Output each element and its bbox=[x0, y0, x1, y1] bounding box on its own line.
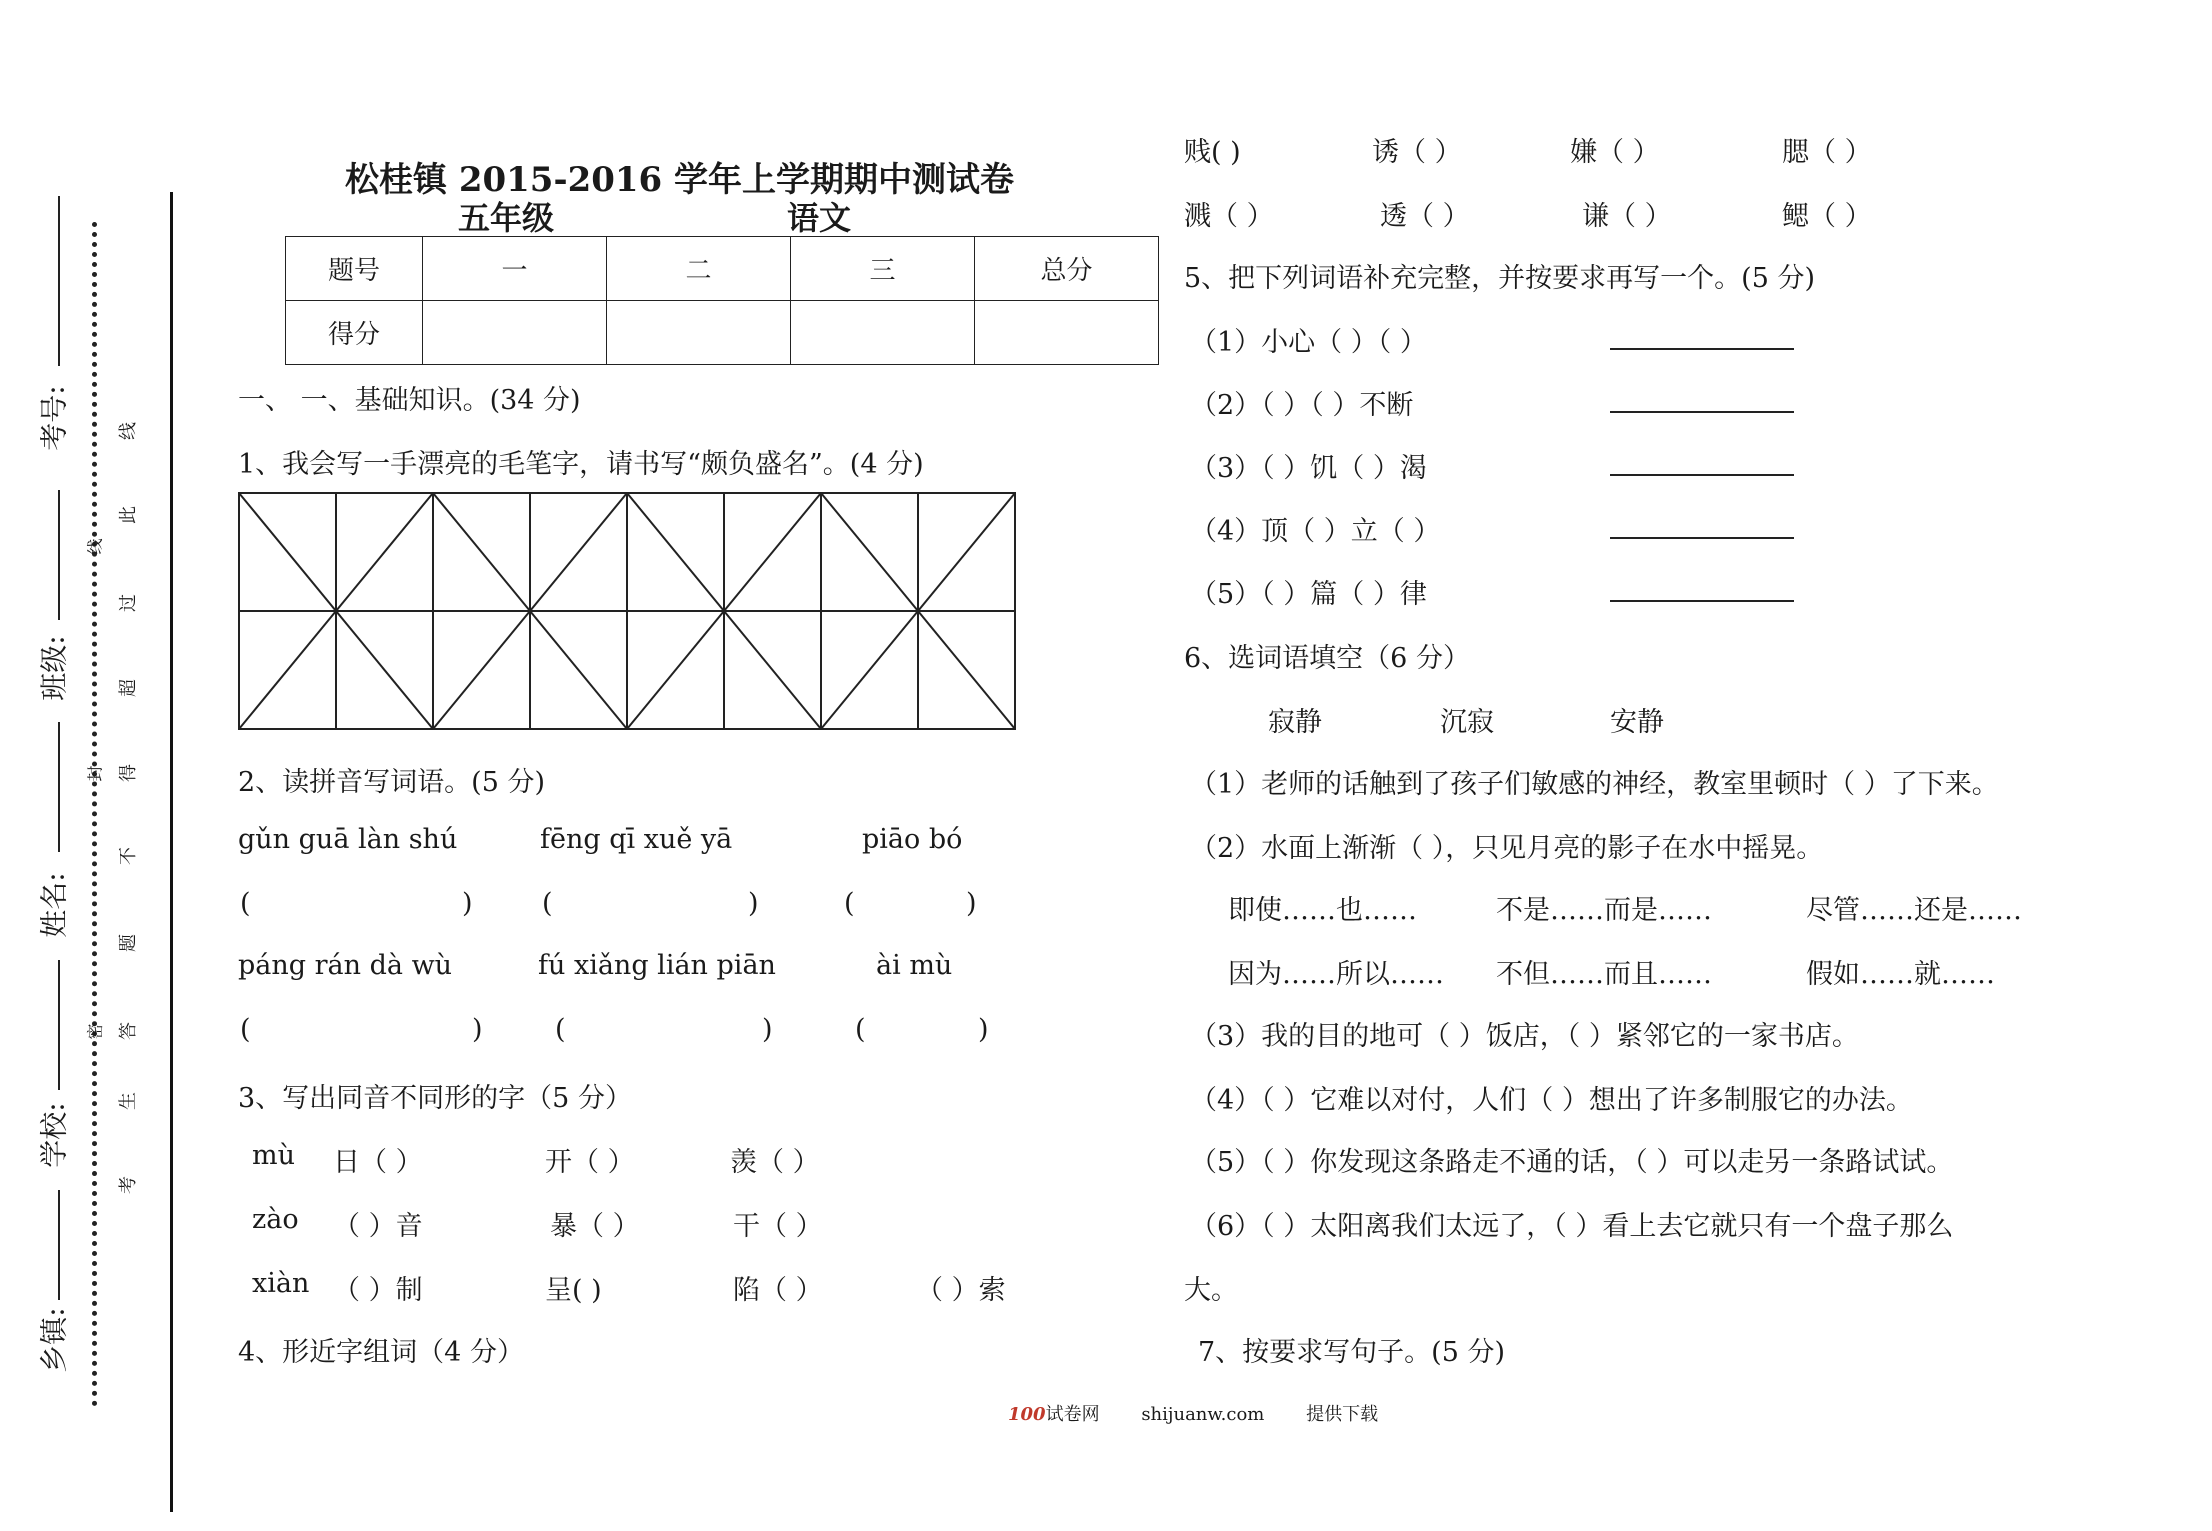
paren: ) bbox=[748, 888, 759, 919]
paren: ( bbox=[240, 888, 251, 919]
score-cell[interactable] bbox=[607, 301, 791, 365]
seal-char: 生 bbox=[118, 1092, 139, 1110]
score-header: 题号 bbox=[286, 237, 423, 301]
field-line-xingming bbox=[58, 722, 60, 852]
seal-char: 线 bbox=[85, 538, 105, 555]
field-banji: 班级: bbox=[37, 635, 71, 701]
paren: ( bbox=[844, 888, 855, 919]
field-line-banji bbox=[58, 490, 60, 620]
field-line-xiangzhen bbox=[58, 1190, 60, 1300]
conjunction: 不是……而是…… bbox=[1496, 895, 1712, 926]
q4-item: 贱( ) bbox=[1184, 137, 1241, 168]
pinyin: ài mù bbox=[876, 950, 953, 981]
score-cell[interactable] bbox=[423, 301, 607, 365]
margin-rule bbox=[170, 192, 173, 1512]
q6-sentence: （3）我的目的地可（ ）饭店，（ ）紧邻它的一家书店。 bbox=[1190, 1021, 1859, 1052]
score-table bbox=[285, 236, 1159, 365]
pinyin: gǔn guā làn shú bbox=[238, 824, 458, 855]
answer-line[interactable] bbox=[1610, 348, 1794, 350]
site-logo: 100 bbox=[1008, 1404, 1046, 1425]
q6-sentence: （5）（ ）你发现这条路走不通的话，（ ）可以走另一条路试试。 bbox=[1190, 1147, 1954, 1178]
paren: ) bbox=[462, 888, 473, 919]
pinyin: piāo bó bbox=[862, 824, 963, 855]
q3-pinyin: xiàn bbox=[252, 1268, 310, 1299]
word-choice: 安静 bbox=[1610, 707, 1664, 738]
q3-item: 羡（ ） bbox=[730, 1147, 820, 1178]
footer bbox=[1008, 1400, 1378, 1426]
q3-item: 日（ ） bbox=[333, 1147, 423, 1178]
score-header: 总分 bbox=[975, 237, 1159, 301]
q5-item: （2）（ ）（ ）不断 bbox=[1190, 390, 1414, 421]
seal-char: 题 bbox=[118, 934, 139, 952]
question-1: 1、我会写一手漂亮的毛笔字，请书写“颇负盛名”。(4 分) bbox=[238, 449, 924, 480]
score-cell[interactable] bbox=[791, 301, 975, 365]
paren: ) bbox=[762, 1014, 773, 1045]
seal-char: 密 bbox=[85, 1023, 105, 1040]
paren: ( bbox=[555, 1014, 566, 1045]
answer-line[interactable] bbox=[1610, 537, 1794, 539]
conjunction: 即使……也…… bbox=[1228, 895, 1417, 926]
paren: ( bbox=[855, 1014, 866, 1045]
q4-item: 谦（ ） bbox=[1582, 201, 1672, 232]
word-choice: 沉寂 bbox=[1440, 707, 1494, 738]
seal-char: 不 bbox=[118, 847, 139, 865]
footer-note: 提供下载 bbox=[1306, 1404, 1379, 1425]
q4-item: 透（ ） bbox=[1380, 201, 1470, 232]
q3-pinyin: mù bbox=[252, 1140, 295, 1171]
question-4: 4、形近字组词（4 分） bbox=[238, 1337, 524, 1368]
seal-char: 超 bbox=[118, 679, 139, 697]
q3-item: 暴（ ） bbox=[550, 1211, 640, 1242]
q6-sentence: （6）（ ）太阳离我们太远了，（ ）看上去它就只有一个盘子那么 bbox=[1190, 1211, 1954, 1242]
q3-item: 陷（ ） bbox=[733, 1275, 823, 1306]
word-choice: 寂静 bbox=[1268, 707, 1322, 738]
field-kaohao: 考号: bbox=[37, 385, 71, 451]
pinyin: fēng qī xuě yā bbox=[540, 824, 733, 855]
q4-item: 鳃（ ） bbox=[1782, 201, 1872, 232]
q4-item: 溅（ ） bbox=[1184, 201, 1274, 232]
paren: ) bbox=[472, 1014, 483, 1045]
q4-item: 腮（ ） bbox=[1782, 137, 1872, 168]
paren: ) bbox=[978, 1014, 989, 1045]
q3-item: 干（ ） bbox=[733, 1211, 823, 1242]
section-1-heading: 一、 一、基础知识。(34 分) bbox=[238, 385, 581, 416]
conjunction: 因为……所以…… bbox=[1228, 959, 1444, 990]
subject-label: 语文 bbox=[787, 199, 852, 237]
score-header: 三 bbox=[791, 237, 975, 301]
paren: ( bbox=[542, 888, 553, 919]
question-6: 6、选词语填空（6 分） bbox=[1184, 643, 1470, 674]
seal-char: 此 bbox=[118, 506, 139, 524]
score-header: 一 bbox=[423, 237, 607, 301]
q5-item: （1）小心（ ）（ ） bbox=[1190, 327, 1427, 358]
q3-item: （ ）制 bbox=[333, 1275, 423, 1306]
q3-item: 呈( ) bbox=[545, 1275, 602, 1306]
answer-line[interactable] bbox=[1610, 600, 1794, 602]
grade-label: 五年级 bbox=[458, 199, 555, 237]
q6-sentence: （1）老师的话触到了孩子们敏感的神经，教室里顿时（ ）了下来。 bbox=[1190, 769, 1999, 800]
q5-item: （3）（ ）饥（ ）渴 bbox=[1190, 453, 1427, 484]
q5-item: （5）（ ）篇（ ）律 bbox=[1190, 579, 1427, 610]
site-name: 试卷网 bbox=[1045, 1404, 1100, 1425]
seal-char: 过 bbox=[118, 594, 139, 612]
q4-item: 诱（ ） bbox=[1372, 137, 1462, 168]
field-xiangzhen: 乡镇: bbox=[37, 1307, 71, 1373]
paren: ) bbox=[966, 888, 977, 919]
answer-line[interactable] bbox=[1610, 474, 1794, 476]
seal-char: 得 bbox=[118, 764, 139, 782]
conjunction: 不但……而且…… bbox=[1496, 959, 1712, 990]
site-domain[interactable]: shijuanw.com bbox=[1141, 1404, 1265, 1425]
score-cell[interactable] bbox=[975, 301, 1159, 365]
pinyin: páng rán dà wù bbox=[238, 950, 453, 981]
q3-item: （ ）音 bbox=[333, 1211, 423, 1242]
conjunction: 尽管……还是…… bbox=[1806, 895, 2022, 926]
pinyin: fú xiǎng lián piān bbox=[538, 950, 776, 981]
q3-item: 开（ ） bbox=[545, 1147, 635, 1178]
q3-item: （ ）索 bbox=[916, 1275, 1006, 1306]
seal-char: 考 bbox=[118, 1176, 139, 1194]
q3-pinyin: zào bbox=[252, 1204, 299, 1235]
paren: ( bbox=[240, 1014, 251, 1045]
seal-char: 线 bbox=[118, 422, 139, 440]
field-line-kaohao bbox=[58, 196, 60, 366]
exam-title: 松桂镇 2015-2016 学年上学期期中测试卷 bbox=[345, 160, 1015, 200]
seal-char: 答 bbox=[118, 1022, 139, 1040]
question-5: 5、把下列词语补充完整，并按要求再写一个。(5 分) bbox=[1184, 263, 1816, 294]
question-7: 7、按要求写句子。(5 分) bbox=[1198, 1337, 1506, 1368]
field-xuexiao: 学校: bbox=[37, 1102, 71, 1168]
question-3: 3、写出同音不同形的字（5 分） bbox=[238, 1083, 632, 1114]
field-line-xuexiao bbox=[58, 960, 60, 1090]
calligraphy-grid[interactable] bbox=[238, 492, 1018, 732]
score-row-label: 得分 bbox=[286, 301, 423, 365]
q4-item: 嫌（ ） bbox=[1570, 137, 1660, 168]
answer-line[interactable] bbox=[1610, 411, 1794, 413]
q5-item: （4）顶（ ）立（ ） bbox=[1190, 516, 1441, 547]
q6-sentence: （4）（ ）它难以对付，人们（ ）想出了许多制服它的办法。 bbox=[1190, 1085, 1913, 1116]
conjunction: 假如……就…… bbox=[1806, 959, 1995, 990]
seal-dotted-line bbox=[92, 222, 97, 1407]
score-header: 二 bbox=[607, 237, 791, 301]
seal-char: 封 bbox=[85, 765, 105, 782]
q6-sentence-cont: 大。 bbox=[1184, 1275, 1238, 1306]
q6-sentence: （2）水面上渐渐（ ），只见月亮的影子在水中摇晃。 bbox=[1190, 833, 1824, 864]
field-xingming: 姓名: bbox=[37, 872, 71, 938]
question-2: 2、读拼音写词语。(5 分) bbox=[238, 767, 546, 798]
